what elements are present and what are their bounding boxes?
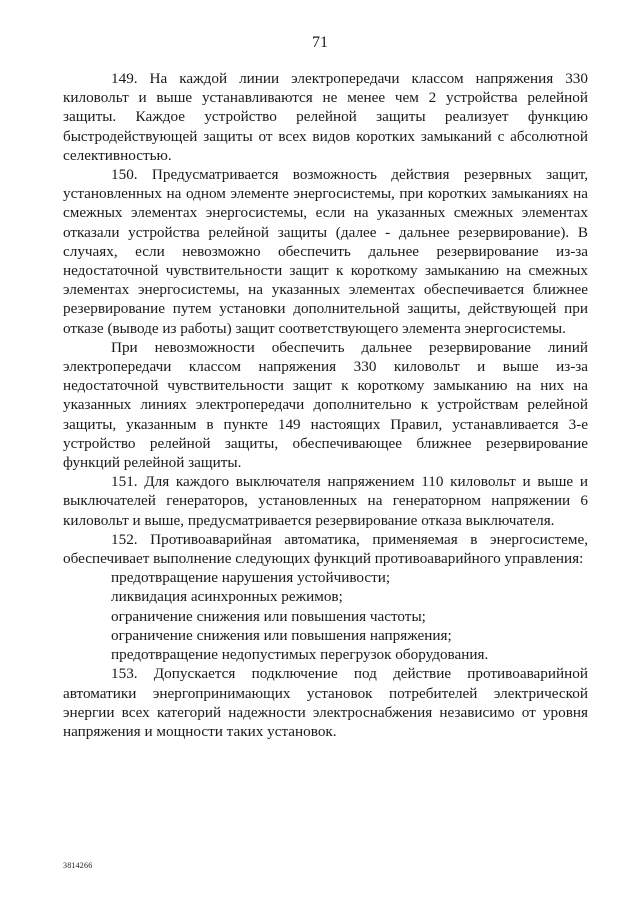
list-item: предотвращение нарушения устойчивости; [111,569,391,587]
list-item: ограничение снижения или повышения частоты; [111,607,426,625]
list-item: ограничение снижения или повышения напряжения; [111,626,452,644]
page-number: 71 [312,34,328,51]
list-item: ликвидация асинхронных режимов; [111,588,343,606]
paragraph-153: 153. Допускается подключение под действие противоаварийной автоматики энергопринимающих установок потребителей электрической энергии всех категорий надежности электроснабжения независимо от уровня напряжения и мощности таких установок. [63,665,588,740]
document-body [63,69,588,741]
paragraph-151: 151. Для каждого выключателя напряжением 110 киловольт и выше и выключателей генераторов, установленных на генераторном напряжении 6 киловольт и выше, предусматривается резервирование отказа выключателя. [63,473,588,529]
document-code: 3814266 [63,861,93,870]
paragraph-152: 152. Противоаварийная автоматика, применяемая в энергосистеме, обеспечивает выполнение следующих функций противоаварийного управления: [63,530,588,568]
list-item: предотвращение недопустимых перегрузок оборудования. [111,646,489,664]
paragraph-150-continuation: При невозможности обеспечить дальнее резервирование линий электропередачи классом напряжения 330 киловольт и выше из-за недостаточной чувствительности защит к короткому замыканию на них на указанных линиях электропередачи дополнительно к устройствам релейной защиты, указанным в пункте 149 настоящих Правил, устанавливается 3-е устройство релейной защиты, обеспечивающее ближнее резервирование функций релейной защиты. [63,338,588,472]
paragraph-149: 149. На каждой линии электропередачи классом напряжения 330 киловольт и выше устанавливаются не менее чем 2 устройства релейной защиты. Каждое устройство релейной защиты реализует функцию быстродействующей защиты от всех видов коротких замыканий с абсолютной селективностью. [63,70,588,164]
paragraph-150: 150. Предусматривается возможность действия резервных защит, установленных на одном элементе энергосистемы, при коротких замыканиях на смежных элементах энергосистемы, если на указанных смежных элементах отказали устройства релейной защиты (далее - дальнее резервирование). В случаях, если невозможно обеспечить дальнее резервирование из-за недостаточной чувствительности защит к короткому замыканию на смежных элементах энергосистемы, на указанных элементах обеспечивается ближнее резервирование путем установки дополнительной защиты, действующей при отказе (выводе из работы) защит соответствующего элемента энергосистемы. [63,166,588,337]
